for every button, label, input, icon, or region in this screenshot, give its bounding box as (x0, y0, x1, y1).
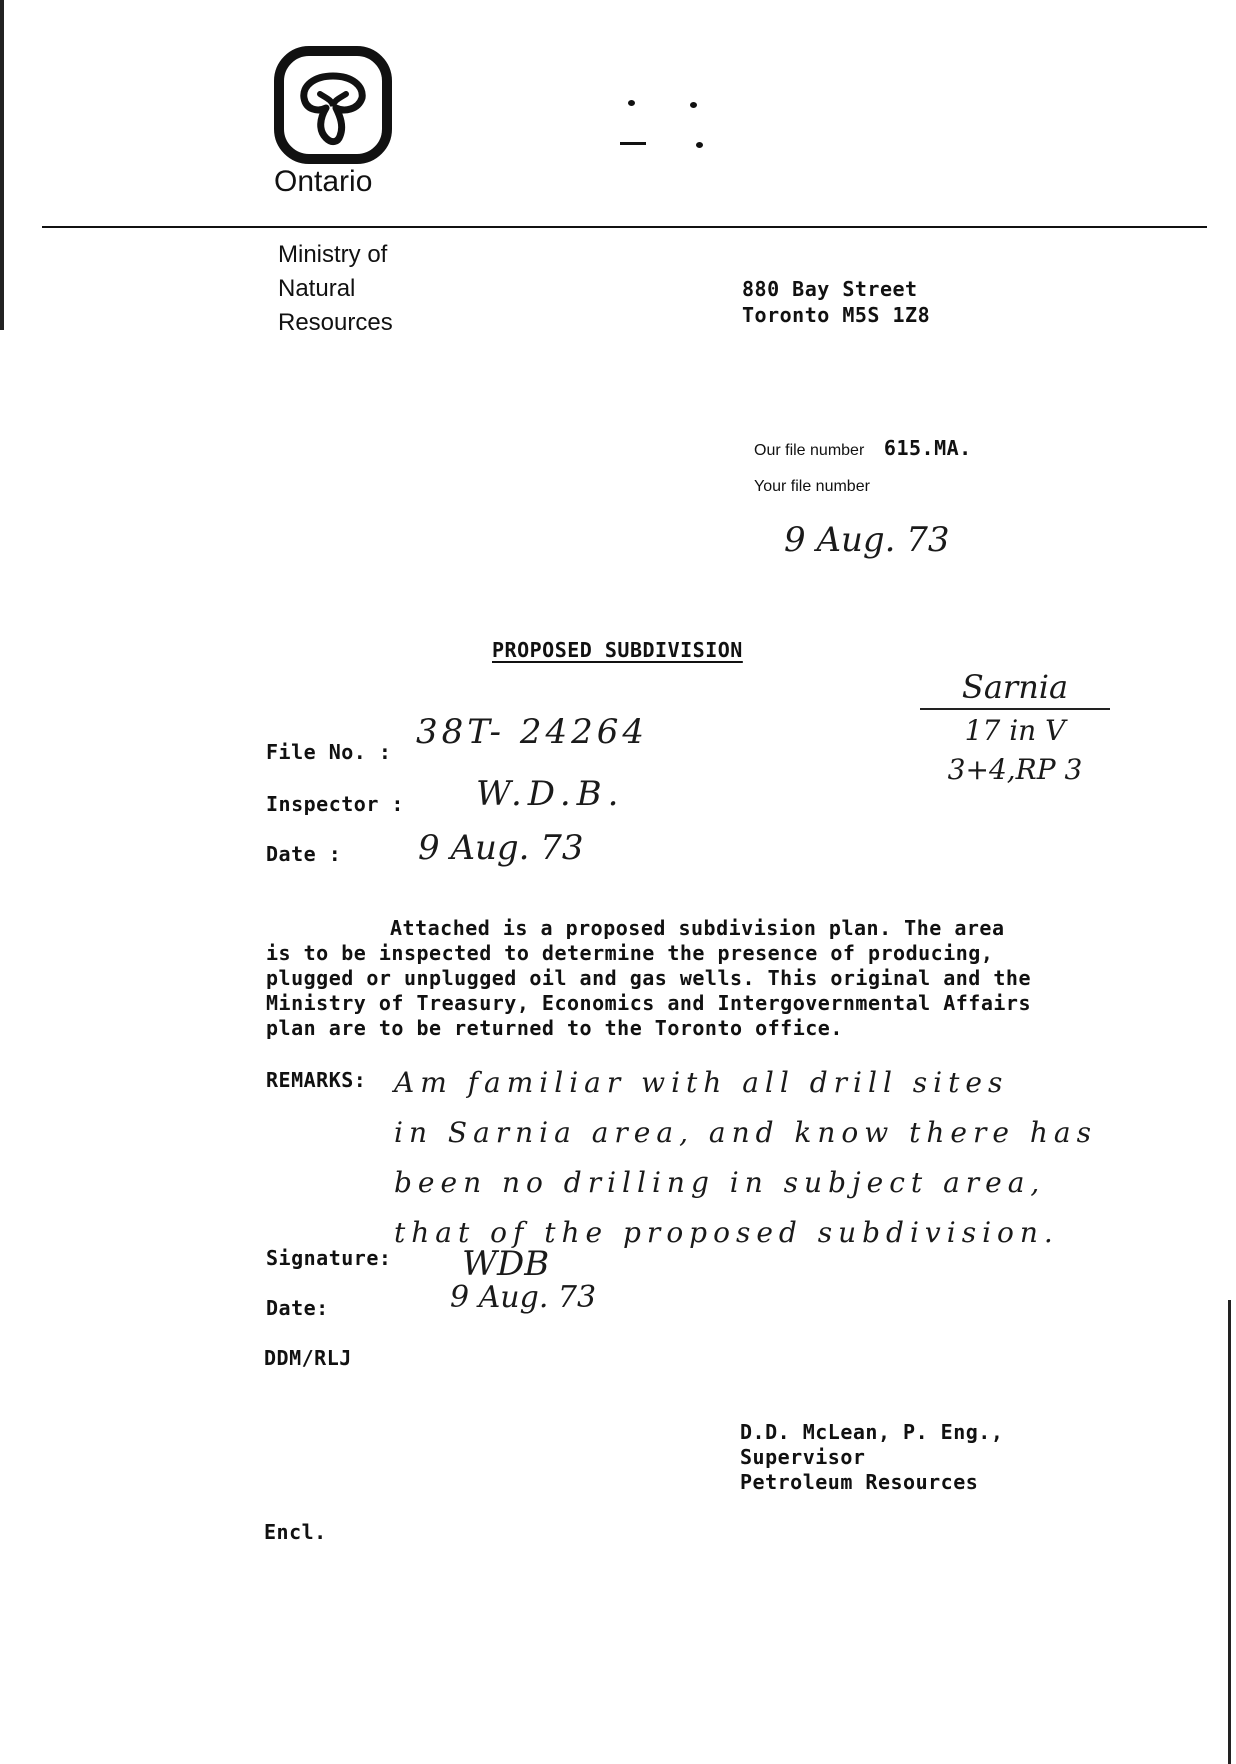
body-paragraph (266, 916, 1066, 1041)
body-paragraph-text: Attached is a proposed subdivision plan. The area is to be inspected to determine the presence of producing, plugged or unplugged oil and gas wells. This original and the Ministry of Treasury, Economics and Intergovernmental Affairs plan are to be returned to the Toronto office. (266, 916, 1032, 1040)
our-file-value: 615.MA. (883, 436, 972, 460)
your-file-label: Your file number (754, 478, 870, 495)
signature-mark: WDB (462, 1244, 550, 1284)
margin-note-plan: 3+4,RP 3 (947, 753, 1083, 786)
remarks-text (394, 1058, 1184, 1258)
ministry-name (278, 238, 393, 340)
ministry-line: Resources (278, 309, 393, 336)
scan-speck (690, 102, 697, 108)
scan-edge-right (1228, 1300, 1231, 1764)
ministry-line: Ministry of (278, 241, 388, 268)
ministry-line: Natural (278, 275, 356, 302)
ministry-address (742, 276, 930, 328)
your-file-number (754, 472, 870, 496)
signer-block (740, 1420, 1003, 1495)
scan-speck (628, 100, 635, 106)
signer-department: Petroleum Resources (740, 1470, 979, 1494)
address-line: Toronto M5S 1Z8 (742, 303, 931, 327)
date-label: Date : (266, 842, 342, 866)
inspector-label: Inspector : (266, 792, 404, 816)
signature-date-value: 9 Aug. 73 (450, 1280, 597, 1315)
scan-speck (696, 142, 703, 148)
margin-note-lot: 17 in V (964, 714, 1066, 747)
address-line: 880 Bay Street (742, 277, 918, 301)
signature-label: Signature: (266, 1246, 392, 1270)
file-no-label: File No. : (266, 740, 392, 764)
remarks-label: REMARKS: (266, 1068, 367, 1092)
remarks-line: been no drilling in subject area, (394, 1166, 1046, 1199)
our-file-number (754, 436, 972, 460)
signature-date-label: Date: (266, 1296, 329, 1320)
remarks-line: in Sarnia area, and know there has (394, 1116, 1097, 1149)
remarks-line: that of the proposed subdivision. (394, 1216, 1059, 1249)
province-name: Ontario (274, 165, 373, 198)
enclosure-note: Encl. (264, 1520, 327, 1544)
scan-speck (620, 142, 646, 145)
margin-note-location: Sarnia (920, 668, 1110, 710)
signer-title: Supervisor (740, 1445, 866, 1469)
scan-edge-left (0, 0, 4, 330)
margin-note (920, 668, 1110, 786)
letterhead-rule (42, 226, 1207, 228)
file-no-value: 38T- 24264 (416, 712, 649, 752)
handwritten-date: 9 Aug. 73 (784, 520, 950, 560)
date-value: 9 Aug. 73 (418, 828, 584, 868)
trillium-logo-icon (274, 46, 392, 164)
signer-name: D.D. McLean, P. Eng., (740, 1420, 1004, 1444)
inspector-value: W.D.B. (476, 774, 625, 814)
our-file-label: Our file number (754, 442, 865, 459)
document-heading: PROPOSED SUBDIVISION (492, 638, 743, 662)
remarks-line: Am familiar with all drill sites (394, 1066, 1009, 1099)
reference-initials: DDM/RLJ (264, 1346, 352, 1370)
